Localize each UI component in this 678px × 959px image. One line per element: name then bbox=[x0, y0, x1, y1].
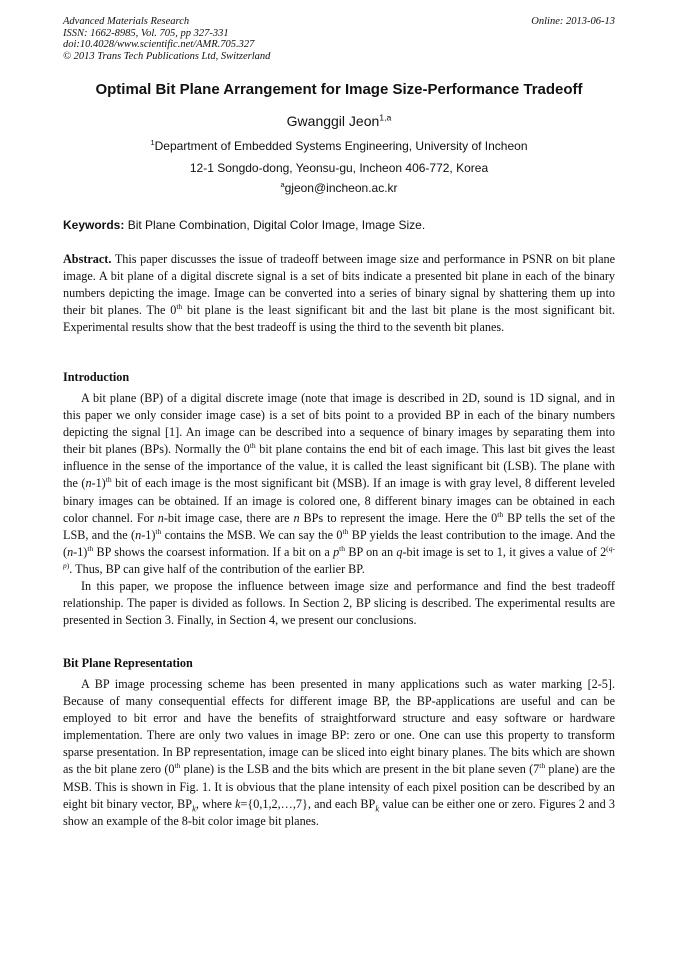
affil-sup-1: 1 bbox=[150, 138, 155, 147]
introduction-body bbox=[63, 390, 615, 629]
affil-sup-a: a bbox=[280, 180, 285, 189]
author-name: Gwanggil Jeon bbox=[286, 113, 380, 129]
online-date: Online: 2013-06-13 bbox=[531, 16, 615, 27]
abstract bbox=[63, 251, 615, 336]
introduction-paragraph-1: A bit plane (BP) of a digital discrete image (note that image is described in 2D, sound is 1D signal, and in this paper we only consider image case) is a set of bits point to a provided BP in each of the binary numbers depicting the signal [1]. An image can be described into a sequence of binary images by separating them into their bit planes (BPs). Normally the 0th bit plane contains the end bit of each image. This last bit gives the least influence in the sense of the importance of the value, it is called the least significant bit (LSB). The plane with the $(n-1)^{th}$ bit of each image is the most significant bit (MSB). If an image is with gray level, 8 different leveled binary images can be obtained. If an image is colored one, 8 different binary images can be obtained in each color channel. For n-bit image case, there are n BPs to represent the image. Here the 0th BP tells the set of the LSB, and the $(n-1)^{th}$ contains the MSB. We can say the 0th BP yields the least contribution to the image. And the $(n-1)^{th}$ BP shows the coarsest information. If a bit on a $p^{th}$ BP on an q-bit image is set to 1, it gives a value of 2$^{(q-p)}$. Thus, BP can give half of the contribution of the earlier BP. bbox=[63, 391, 616, 576]
journal-header bbox=[63, 16, 615, 62]
abstract-label: Abstract. bbox=[63, 252, 112, 266]
keywords bbox=[63, 218, 615, 232]
journal-name: Advanced Materials Research bbox=[63, 16, 190, 27]
keywords-label: Keywords: bbox=[63, 218, 125, 232]
author-sup: 1,a bbox=[379, 112, 392, 123]
bp-representation-body bbox=[63, 676, 615, 830]
bp-representation-paragraph-1: A BP image processing scheme has been presented in many applications such as water marking [2-5]. Because of many consequential effects for different image BP, the BP-applications are useful and can be employed to bit error and have the benefits of straightforward structure and easy software or hardware implementation. There are only two values in image BP: zero or one. One can use this property to transform sparse presentation. In BP representation, image can be sliced into eight binary planes. The bits which are shown as the bit plane zero (0th plane) is the LSB and the bits which are present in the bit plane seven (7th plane) are the MSB. This is shown in Fig. 1. It is obvious that the plane intensity of each pixel position can be described by an eight bit binary vector, $BP_k$, where k={0,1,2,…,7}, and each $BP_k$ value can be either one or zero. Figures 2 and 3 show an example of the 8-bit color image bit planes. bbox=[63, 677, 615, 828]
author bbox=[40, 113, 638, 129]
affiliation-address: 12-1 Songdo-dong, Yeonsu-gu, Incheon 406-772, Korea bbox=[189, 161, 489, 175]
copyright: © 2013 Trans Tech Publications Ltd, Switzerland bbox=[63, 50, 271, 62]
affiliation-email bbox=[40, 181, 638, 195]
keywords-text: Bit Plane Combination, Digital Color Image, Image Size. bbox=[124, 218, 426, 232]
affiliation-dept bbox=[40, 139, 638, 153]
paper-title: Optimal Bit Plane Arrangement for Image Size-Performance Tradeoff bbox=[95, 81, 583, 98]
abstract-paragraph bbox=[63, 251, 615, 336]
affil-dept-text: Department of Embedded Systems Engineering, University of Incheon bbox=[154, 139, 528, 153]
issn: ISSN: 1662-8985, Vol. 705, pp 327-331 bbox=[63, 27, 229, 39]
abstract-text: This paper discusses the issue of tradeoff between image size and performance in PSNR on bit plane image. A bit plane of a digital discrete signal is a set of bits indicate a presented bit plane in each of the binary numbers depicting the image. Image can be converted into a series of binary signal by shattering them up into their bit planes. The 0th bit plane is the least significant bit and the last bit plane is the most significant bit. Experimental results show that the best tradeoff is using the third to the seventh bit planes. bbox=[63, 252, 616, 335]
email-text: gjeon@incheon.ac.kr bbox=[284, 181, 398, 195]
doi: doi:10.4028/www.scientific.net/AMR.705.327 bbox=[63, 39, 255, 50]
introduction-heading: Introduction bbox=[63, 370, 130, 384]
introduction-paragraph-2: In this paper, we propose the influence between image size and performance and find the best tradeoff relationship. The paper is divided as follows. In Section 2, BP slicing is described. The experimental results are presented in Section 3. Finally, in Section 4, we present our conclusions. bbox=[63, 579, 615, 628]
bp-representation-heading: Bit Plane Representation bbox=[63, 656, 193, 670]
